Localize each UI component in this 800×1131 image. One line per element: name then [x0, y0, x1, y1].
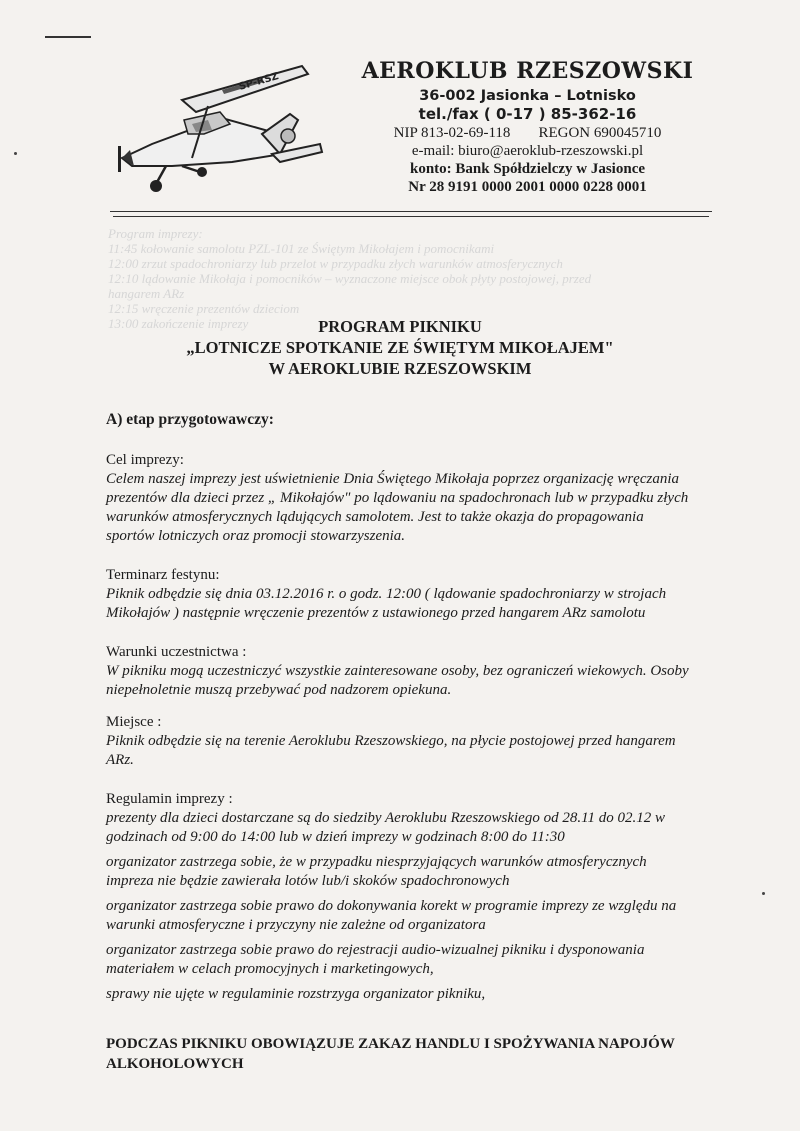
- section-cel: [106, 451, 726, 546]
- stage-heading: A) etap przygotowawczy:: [106, 411, 274, 428]
- organization-ids: [355, 125, 700, 142]
- organization-email: e-mail: biuro@aeroklub-rzeszowski.pl: [411, 143, 644, 159]
- organization-address: 36-002 Jasionka – Lotnisko: [419, 88, 636, 104]
- section-label: Miejsce :: [106, 714, 162, 730]
- plane-registration: SP-RSZ: [237, 71, 280, 93]
- regulamin-item: organizator zastrzega sobie, że w przypadku niesprzyjających warunków atmosferycznych impreza nie będzie zawierała lotów lub/i skoków spadochronowych: [106, 854, 647, 889]
- nip-number: NIP 813-02-69-118: [393, 125, 511, 141]
- header-divider-bottom: [113, 216, 709, 217]
- closing-notice: PODCZAS PIKNIKU OBOWIĄZUJE ZAKAZ HANDLU I SPOŻYWANIA NAPOJÓW ALKOHOLOWYCH: [106, 1036, 675, 1072]
- title-line-2: „LOTNICZE SPOTKANIE ZE ŚWIĘTYM MIKOŁAJEM": [186, 338, 614, 357]
- corner-mark: [45, 36, 91, 38]
- regon-number: REGON 690045710: [538, 125, 662, 141]
- section-warunki: [106, 643, 726, 700]
- bank-account-number: Nr 28 9191 0000 2001 0000 0228 0001: [408, 179, 647, 195]
- header-divider-top: [110, 211, 712, 212]
- section-label: Terminarz festynu:: [106, 567, 220, 583]
- section-miejsce: [106, 713, 726, 770]
- document-title: [100, 316, 700, 379]
- title-line-1: PROGRAM PIKNIKU: [318, 317, 482, 336]
- regulamin-item: organizator zastrzega sobie prawo do rejestracji audio-wizualnej pikniku i dysponowania materiałem w celach promocyjnych i marketingowych,: [106, 942, 645, 977]
- regulamin-item: prezenty dla dzieci dostarczane są do siedziby Aeroklubu Rzeszowskiego od 28.11 do 02.12 w godzinach od 9:00 do 14:00 lub w dzień imprezy w godzinach 8:00 do 11:30: [106, 810, 665, 845]
- organization-name: AEROKLUB RZESZOWSKI: [361, 58, 694, 84]
- section-label: Cel imprezy:: [106, 452, 184, 468]
- section-label: Regulamin imprezy :: [106, 791, 233, 807]
- organization-telfax: tel./fax ( 0-17 ) 85-362-16: [418, 105, 637, 123]
- letterhead: [355, 58, 700, 196]
- section-label: Warunki uczestnictwa :: [106, 644, 247, 660]
- title-line-3: W AEROKLUBIE RZESZOWSKIM: [268, 359, 532, 378]
- airplane-logo: [112, 62, 330, 198]
- regulamin-item: organizator zastrzega sobie prawo do dokonywania korekt w programie imprezy ze względu na warunki atmosferyczne i przyczyny nie zależne od organizatora: [106, 898, 677, 933]
- section-text: Piknik odbędzie się na terenie Aeroklubu Rzeszowskiego, na płycie postojowej przed hangarem ARz.: [106, 733, 676, 768]
- section-text: W pikniku mogą uczestniczyć wszystkie zainteresowane osoby, bez ograniczeń wiekowych. Osoby niepełnoletnie muszą przebywać pod nadzorem opiekuna.: [106, 663, 689, 698]
- section-regulamin: [106, 790, 726, 1004]
- bank-name: konto: Bank Spółdzielczy w Jasionce: [409, 161, 646, 177]
- regulamin-item: sprawy nie ujęte w regulaminie rozstrzyga organizator pikniku,: [106, 986, 486, 1002]
- scan-speck: [14, 152, 17, 155]
- scan-speck: [762, 892, 765, 895]
- document-body: [106, 410, 726, 1074]
- bleed-through-text: Program imprezy: 11:45 kołowanie samolotu PZL-101 ze Świętym Mikołajem i pomocnikami 12:00 zrzut spadochroniarzy lub przelot w przypadku złych warunków atmosferycznych 12:10 lądowanie Mikołaja i pomocników – wyznaczone miejsce obok płyty postojowej, przed hangarem ARz 12:15 wręczenie prezentów dzieciom 13:00 zakończenie imprezy: [108, 226, 592, 331]
- section-text: Piknik odbędzie się dnia 03.12.2016 r. o godz. 12:00 ( lądowanie spadochroniarzy w strojach Mikołajów ) następnie wręczenie prezentów z ustawionego przed hangarem ARz samolotu: [106, 586, 667, 621]
- section-text: Celem naszej imprezy jest uświetnienie Dnia Świętego Mikołaja poprzez organizację wręczania prezentów dla dzieci przez „ Mikołajów" po lądowaniu na spadochronach lub w przypadku złych warunków atmosferycznych lądujących samolotem. Jest to także okazja do propagowania sportów lotniczych oraz promocji stowarzyszenia.: [106, 471, 689, 544]
- section-terminarz: [106, 566, 726, 623]
